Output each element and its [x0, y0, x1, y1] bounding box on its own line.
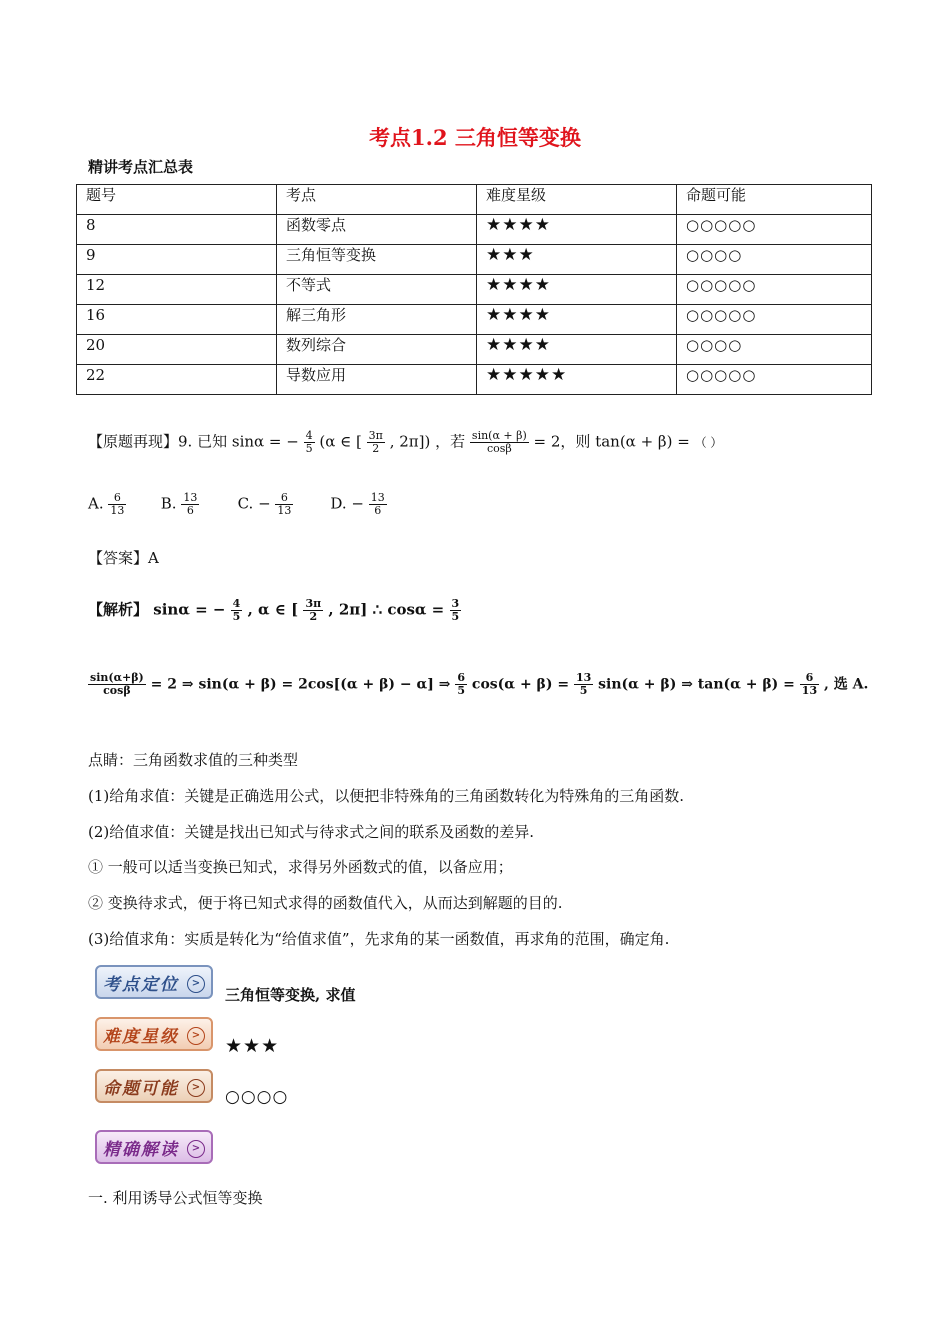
summary-table [76, 184, 872, 395]
table-row [77, 275, 872, 305]
header-cell: 难度星级 [477, 185, 677, 215]
badge-nandu-xingji: 难度星级 > [95, 1017, 213, 1051]
math-text: = 2，则 [533, 432, 591, 451]
table-cell: 数列综合 [277, 335, 477, 365]
option-d: D. − $\frac{13}{6}$ [330, 491, 385, 517]
table-cell: 不等式 [277, 275, 477, 305]
badge-value-stars: ★★★ [225, 1035, 280, 1057]
tip-line: (1)给角求值：关键是正确选用公式，以便把非特殊角的三角函数转化为特殊角的三角函数. [88, 787, 685, 805]
answer-blank: （ ） [694, 435, 723, 450]
likelihood-circles: ○○○○○ [677, 215, 872, 245]
chevron-right-icon: > [187, 1140, 205, 1158]
page-title: 考点1.2 三角恒等变换 [369, 125, 581, 150]
badge-jingque-jiedu: 精确解读 > [95, 1130, 213, 1164]
summary-heading: 精讲考点汇总表 [88, 158, 194, 176]
table-cell: 20 [77, 335, 277, 365]
header-cell: 考点 [277, 185, 477, 215]
table-cell: 8 [77, 215, 277, 245]
difficulty-stars: ★★★★ [477, 305, 677, 335]
analysis-line-2: $\frac{\sin(\alpha+\beta)}{\cos\beta}$ = 2 ⇒ sin(α + β) = 2cos[(α + β) − α] ⇒ $\frac{6}{5}$ cos(α + β) = $\frac{13}{5}$ sin(α + β) ⇒ tan(α + β) = $\frac{6}{13}$ , 选 A. [90, 671, 869, 697]
header-cell: 命题可能 [677, 185, 872, 215]
table-cell: 解三角形 [277, 305, 477, 335]
answer: 【答案】A [88, 549, 159, 567]
likelihood-circles: ○○○○○ [677, 275, 872, 305]
table-row [77, 215, 872, 245]
tip-line: ② 变换待求式，便于将已知式求得的函数值代入，从而达到解题的目的. [88, 894, 563, 912]
badge-value-topic: 三角恒等变换, 求值 [225, 986, 356, 1004]
table-row [77, 305, 872, 335]
math-text: ，若 [435, 432, 466, 451]
difficulty-stars: ★★★★ [477, 335, 677, 365]
math-text: tan(α + β) = [595, 432, 690, 451]
badge-mingti-keneng: 命题可能 > [95, 1069, 213, 1103]
fraction: $\frac{3\pi}{2}$ [368, 429, 383, 455]
likelihood-circles: ○○○○○ [677, 305, 872, 335]
badge-kaodian-dingwei: 考点定位 > [95, 965, 213, 999]
chevron-right-icon: > [187, 1027, 205, 1045]
tip-line: (2)给值求值：关键是找出已知式与待求式之间的联系及函数的差异. [88, 823, 535, 841]
table-row [77, 245, 872, 275]
table-cell: 三角恒等变换 [277, 245, 477, 275]
options-row [88, 492, 418, 517]
difficulty-stars: ★★★ [477, 245, 677, 275]
likelihood-circles: ○○○○ [677, 335, 872, 365]
difficulty-stars: ★★★★★ [477, 365, 677, 395]
difficulty-stars: ★★★★ [477, 275, 677, 305]
option-a: A. $\frac{6}{13}$ [88, 491, 125, 517]
math-text: (α ∈ [ [319, 432, 362, 451]
table-row [77, 365, 872, 395]
math-text: sinα = − [231, 432, 299, 451]
likelihood-circles: ○○○○ [677, 245, 872, 275]
tip-line: (3)给值求角：实质是转化为“给值求值”，先求角的某一函数值，再求角的范围，确定角. [88, 930, 670, 948]
tip-heading: 点睛：三角函数求值的三种类型 [88, 751, 299, 769]
chevron-right-icon: > [187, 975, 205, 993]
fraction: $\frac{\sin(\alpha + \beta)}{\cos\beta}$ [471, 429, 527, 455]
option-c: C. − $\frac{6}{13}$ [237, 491, 292, 517]
option-b: B. $\frac{13}{6}$ [160, 491, 198, 517]
likelihood-circles: ○○○○○ [677, 365, 872, 395]
table-cell: 16 [77, 305, 277, 335]
table-header-row [77, 185, 872, 215]
section-heading: 一. 利用诱导公式恒等变换 [88, 1189, 263, 1207]
analysis-line-1: 【解析】 sinα = − $\frac{4}{5}$ , α ∈ [ $\frac{3\pi}{2}$ , 2π] ∴ cosα = $\frac{3}{5}$ [88, 597, 460, 623]
header-cell: 题号 [77, 185, 277, 215]
table-cell: 12 [77, 275, 277, 305]
analysis-label: 【解析】 [88, 600, 149, 619]
fraction: $\frac{4}{5}$ [305, 429, 313, 455]
table-row [77, 335, 872, 365]
chevron-right-icon: > [187, 1079, 205, 1097]
difficulty-stars: ★★★★ [477, 215, 677, 245]
table-cell: 函数零点 [277, 215, 477, 245]
table-cell: 9 [77, 245, 277, 275]
table-cell: 22 [77, 365, 277, 395]
problem-statement [88, 430, 722, 455]
math-text: , 2π]) [389, 432, 431, 451]
tip-line: ① 一般可以适当变换已知式，求得另外函数式的值，以备应用； [88, 858, 513, 876]
problem-label: 【原题再现】9. 已知 [88, 432, 228, 451]
badge-value-circles: ○○○○ [225, 1087, 289, 1107]
table-cell: 导数应用 [277, 365, 477, 395]
